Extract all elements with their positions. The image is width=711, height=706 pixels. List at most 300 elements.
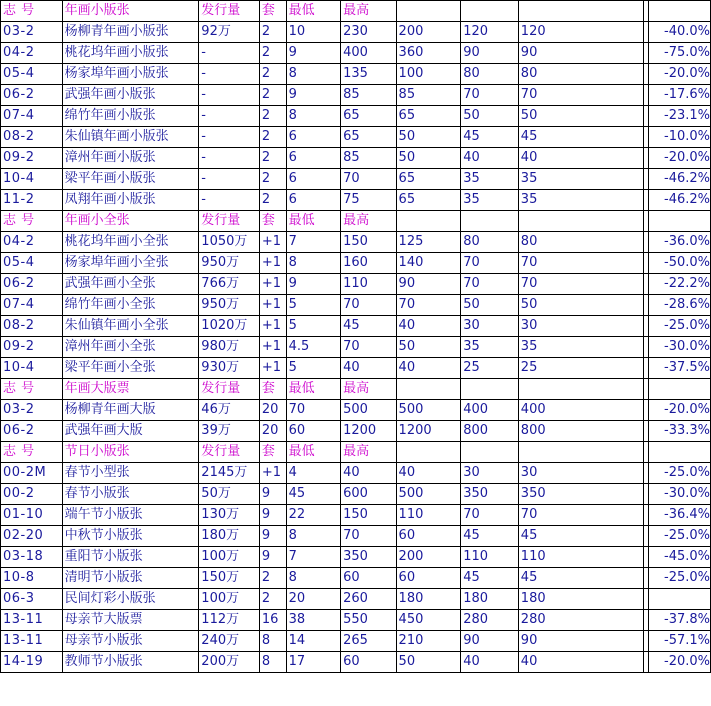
table-row: [1, 652, 711, 673]
cell-hi: 75: [341, 190, 396, 211]
cell-p3: 180: [518, 589, 643, 610]
header-cell-hi: 最高: [341, 442, 396, 463]
cell-lo: 5: [286, 358, 340, 379]
cell-ch: -25.0%: [649, 526, 711, 547]
cell-p3: 70: [518, 85, 643, 106]
cell-set: 2: [259, 568, 286, 589]
cell-set: 9: [259, 547, 286, 568]
cell-p1: 200: [396, 547, 461, 568]
cell-code: 05-4: [1, 253, 63, 274]
table-row: [1, 358, 711, 379]
cell-p1: 210: [396, 631, 461, 652]
cell-set: 2: [259, 127, 286, 148]
cell-set: +1: [259, 253, 286, 274]
cell-name: 杨柳青年画小版张: [62, 22, 199, 43]
header-cell-p2: [461, 1, 519, 22]
cell-set: 9: [259, 484, 286, 505]
cell-lo: 7: [286, 232, 340, 253]
cell-hi: 40: [341, 463, 396, 484]
cell-p3: 45: [518, 568, 643, 589]
cell-lo: 5: [286, 316, 340, 337]
cell-ch: -25.0%: [649, 568, 711, 589]
cell-p2: 45: [461, 526, 519, 547]
cell-p2: 70: [461, 274, 519, 295]
cell-lo: 6: [286, 127, 340, 148]
cell-issue: 2145万: [199, 463, 260, 484]
cell-p1: 70: [396, 295, 461, 316]
table-row: [1, 589, 711, 610]
cell-name: 端午节小版张: [62, 505, 199, 526]
cell-issue: 50万: [199, 484, 260, 505]
cell-p1: 85: [396, 85, 461, 106]
header-cell-name: 年画大版票: [62, 379, 199, 400]
cell-issue: 980万: [199, 337, 260, 358]
header-cell-p2: [461, 211, 519, 232]
cell-code: 06-3: [1, 589, 63, 610]
cell-code: 13-11: [1, 631, 63, 652]
cell-p3: 30: [518, 316, 643, 337]
cell-set: 2: [259, 190, 286, 211]
cell-set: +1: [259, 295, 286, 316]
cell-lo: 6: [286, 169, 340, 190]
cell-issue: 112万: [199, 610, 260, 631]
cell-set: 2: [259, 22, 286, 43]
cell-name: 重阳节小版张: [62, 547, 199, 568]
table-row: [1, 22, 711, 43]
cell-code: 06-2: [1, 85, 63, 106]
cell-p2: 280: [461, 610, 519, 631]
cell-p2: 80: [461, 64, 519, 85]
header-cell-p1: [396, 442, 461, 463]
table-row: [1, 463, 711, 484]
header-cell-p3: [518, 442, 643, 463]
cell-p2: 120: [461, 22, 519, 43]
cell-lo: 9: [286, 85, 340, 106]
header-cell-issue: 发行量: [199, 379, 260, 400]
cell-p1: 60: [396, 526, 461, 547]
cell-hi: 1200: [341, 421, 396, 442]
cell-p3: 400: [518, 400, 643, 421]
cell-issue: 766万: [199, 274, 260, 295]
cell-issue: 180万: [199, 526, 260, 547]
cell-lo: 20: [286, 589, 340, 610]
table-row: [1, 85, 711, 106]
cell-hi: 260: [341, 589, 396, 610]
cell-hi: 150: [341, 505, 396, 526]
header-cell-p3: [518, 1, 643, 22]
header-cell-ch: [649, 442, 711, 463]
cell-p3: 80: [518, 64, 643, 85]
cell-p1: 360: [396, 43, 461, 64]
cell-p2: 40: [461, 652, 519, 673]
header-cell-issue: 发行量: [199, 1, 260, 22]
header-cell-p3: [518, 211, 643, 232]
cell-p2: 400: [461, 400, 519, 421]
cell-code: 02-20: [1, 526, 63, 547]
cell-p1: 90: [396, 274, 461, 295]
cell-p1: 125: [396, 232, 461, 253]
cell-hi: 85: [341, 148, 396, 169]
cell-name: 漳州年画小版张: [62, 148, 199, 169]
cell-p3: 40: [518, 652, 643, 673]
cell-code: 10-4: [1, 169, 63, 190]
cell-ch: -50.0%: [649, 253, 711, 274]
cell-ch: -36.4%: [649, 505, 711, 526]
cell-p2: 180: [461, 589, 519, 610]
cell-set: 2: [259, 589, 286, 610]
table-row: [1, 337, 711, 358]
cell-p3: 30: [518, 463, 643, 484]
header-cell-name: 年画小全张: [62, 211, 199, 232]
cell-set: 2: [259, 148, 286, 169]
cell-p2: 35: [461, 190, 519, 211]
cell-lo: 6: [286, 148, 340, 169]
cell-code: 08-2: [1, 316, 63, 337]
cell-name: 桃花坞年画小版张: [62, 43, 199, 64]
cell-set: 20: [259, 400, 286, 421]
cell-lo: 4: [286, 463, 340, 484]
section-header-row: [1, 1, 711, 22]
cell-issue: -: [199, 169, 260, 190]
cell-name: 春节小版张: [62, 484, 199, 505]
cell-p2: 45: [461, 127, 519, 148]
cell-p1: 50: [396, 148, 461, 169]
cell-ch: -22.2%: [649, 274, 711, 295]
table-row: [1, 400, 711, 421]
cell-p3: 90: [518, 631, 643, 652]
cell-hi: 350: [341, 547, 396, 568]
cell-p3: 80: [518, 232, 643, 253]
cell-issue: 130万: [199, 505, 260, 526]
cell-name: 凤翔年画小版张: [62, 190, 199, 211]
cell-set: 8: [259, 652, 286, 673]
cell-ch: -30.0%: [649, 484, 711, 505]
header-cell-lo: 最低: [286, 211, 340, 232]
cell-lo: 6: [286, 190, 340, 211]
cell-ch: -25.0%: [649, 463, 711, 484]
header-cell-set: 套: [259, 442, 286, 463]
cell-lo: 14: [286, 631, 340, 652]
cell-p2: 110: [461, 547, 519, 568]
table-row: [1, 148, 711, 169]
cell-lo: 70: [286, 400, 340, 421]
table-row: [1, 190, 711, 211]
cell-p2: 350: [461, 484, 519, 505]
cell-lo: 10: [286, 22, 340, 43]
cell-name: 春节小型张: [62, 463, 199, 484]
table-row: [1, 547, 711, 568]
cell-name: 杨家埠年画小版张: [62, 64, 199, 85]
header-cell-ch: [649, 211, 711, 232]
cell-lo: 4.5: [286, 337, 340, 358]
cell-code: 03-18: [1, 547, 63, 568]
cell-hi: 65: [341, 127, 396, 148]
table-row: [1, 610, 711, 631]
cell-ch: -28.6%: [649, 295, 711, 316]
header-cell-lo: 最低: [286, 1, 340, 22]
cell-p1: 1200: [396, 421, 461, 442]
cell-code: 00-2M: [1, 463, 63, 484]
header-cell-p2: [461, 442, 519, 463]
cell-p1: 50: [396, 127, 461, 148]
cell-set: +1: [259, 232, 286, 253]
cell-p1: 500: [396, 400, 461, 421]
header-cell-code: 志 号: [1, 379, 63, 400]
header-cell-lo: 最低: [286, 442, 340, 463]
cell-lo: 9: [286, 274, 340, 295]
cell-set: +1: [259, 358, 286, 379]
table-row: [1, 484, 711, 505]
cell-p2: 45: [461, 568, 519, 589]
cell-hi: 160: [341, 253, 396, 274]
cell-set: 8: [259, 631, 286, 652]
cell-p1: 180: [396, 589, 461, 610]
cell-ch: -10.0%: [649, 127, 711, 148]
cell-ch: -75.0%: [649, 43, 711, 64]
cell-set: 9: [259, 526, 286, 547]
cell-ch: -25.0%: [649, 316, 711, 337]
table-row: [1, 43, 711, 64]
table-row: [1, 106, 711, 127]
cell-code: 08-2: [1, 127, 63, 148]
cell-p3: 35: [518, 169, 643, 190]
cell-name: 母亲节大版票: [62, 610, 199, 631]
cell-code: 01-10: [1, 505, 63, 526]
cell-set: 9: [259, 505, 286, 526]
cell-issue: -: [199, 85, 260, 106]
header-cell-set: 套: [259, 1, 286, 22]
cell-set: +1: [259, 463, 286, 484]
cell-set: +1: [259, 316, 286, 337]
cell-name: 母亲节小版张: [62, 631, 199, 652]
cell-name: 朱仙镇年画小全张: [62, 316, 199, 337]
table-row: [1, 64, 711, 85]
cell-p3: 25: [518, 358, 643, 379]
cell-code: 06-2: [1, 421, 63, 442]
cell-lo: 60: [286, 421, 340, 442]
cell-p1: 50: [396, 652, 461, 673]
cell-p3: 50: [518, 106, 643, 127]
cell-p3: 35: [518, 337, 643, 358]
cell-issue: 46万: [199, 400, 260, 421]
cell-code: 14-19: [1, 652, 63, 673]
cell-ch: -57.1%: [649, 631, 711, 652]
table-row: [1, 169, 711, 190]
cell-hi: 60: [341, 568, 396, 589]
cell-p3: 40: [518, 148, 643, 169]
cell-lo: 8: [286, 568, 340, 589]
cell-name: 梁平年画小版张: [62, 169, 199, 190]
cell-p2: 30: [461, 463, 519, 484]
cell-code: 10-4: [1, 358, 63, 379]
cell-hi: 500: [341, 400, 396, 421]
cell-p1: 60: [396, 568, 461, 589]
header-cell-hi: 最高: [341, 379, 396, 400]
cell-ch: -45.0%: [649, 547, 711, 568]
cell-p2: 40: [461, 148, 519, 169]
cell-code: 11-2: [1, 190, 63, 211]
cell-hi: 40: [341, 358, 396, 379]
cell-name: 梁平年画小全张: [62, 358, 199, 379]
cell-p1: 65: [396, 190, 461, 211]
cell-ch: -46.2%: [649, 169, 711, 190]
cell-p2: 90: [461, 43, 519, 64]
cell-hi: 45: [341, 316, 396, 337]
cell-hi: 265: [341, 631, 396, 652]
cell-lo: 8: [286, 526, 340, 547]
section-header-row: [1, 211, 711, 232]
cell-lo: 22: [286, 505, 340, 526]
cell-p3: 120: [518, 22, 643, 43]
cell-lo: 7: [286, 547, 340, 568]
cell-hi: 230: [341, 22, 396, 43]
cell-code: 04-2: [1, 43, 63, 64]
cell-name: 民间灯彩小版张: [62, 589, 199, 610]
cell-p2: 70: [461, 505, 519, 526]
table-row: [1, 526, 711, 547]
cell-code: 07-4: [1, 106, 63, 127]
cell-ch: -46.2%: [649, 190, 711, 211]
cell-ch: -20.0%: [649, 148, 711, 169]
cell-p1: 40: [396, 316, 461, 337]
cell-code: 06-2: [1, 274, 63, 295]
cell-issue: -: [199, 148, 260, 169]
cell-issue: 39万: [199, 421, 260, 442]
cell-name: 武强年画大版: [62, 421, 199, 442]
cell-p3: 45: [518, 127, 643, 148]
cell-p3: 90: [518, 43, 643, 64]
cell-issue: -: [199, 43, 260, 64]
section-header-row: [1, 442, 711, 463]
cell-ch: -40.0%: [649, 22, 711, 43]
header-cell-hi: 最高: [341, 211, 396, 232]
header-cell-hi: 最高: [341, 1, 396, 22]
cell-issue: -: [199, 64, 260, 85]
cell-p1: 450: [396, 610, 461, 631]
table-row: [1, 568, 711, 589]
cell-p2: 30: [461, 316, 519, 337]
cell-issue: 930万: [199, 358, 260, 379]
cell-lo: 38: [286, 610, 340, 631]
cell-set: 16: [259, 610, 286, 631]
header-cell-issue: 发行量: [199, 211, 260, 232]
cell-p2: 90: [461, 631, 519, 652]
cell-ch: -37.5%: [649, 358, 711, 379]
cell-set: +1: [259, 274, 286, 295]
header-cell-name: 年画小版张: [62, 1, 199, 22]
cell-issue: 150万: [199, 568, 260, 589]
cell-p1: 65: [396, 169, 461, 190]
cell-hi: 70: [341, 169, 396, 190]
cell-p2: 35: [461, 337, 519, 358]
cell-p3: 800: [518, 421, 643, 442]
header-cell-p1: [396, 1, 461, 22]
cell-p3: 45: [518, 526, 643, 547]
cell-p2: 70: [461, 85, 519, 106]
cell-hi: 400: [341, 43, 396, 64]
cell-p2: 50: [461, 295, 519, 316]
cell-lo: 8: [286, 106, 340, 127]
cell-issue: -: [199, 127, 260, 148]
cell-p2: 50: [461, 106, 519, 127]
cell-lo: 5: [286, 295, 340, 316]
cell-code: 03-2: [1, 400, 63, 421]
cell-p1: 110: [396, 505, 461, 526]
cell-p3: 350: [518, 484, 643, 505]
cell-p2: 35: [461, 169, 519, 190]
cell-name: 教师节小版张: [62, 652, 199, 673]
cell-code: 03-2: [1, 22, 63, 43]
header-cell-code: 志 号: [1, 1, 63, 22]
header-cell-lo: 最低: [286, 379, 340, 400]
cell-code: 09-2: [1, 337, 63, 358]
cell-issue: -: [199, 106, 260, 127]
cell-ch: -23.1%: [649, 106, 711, 127]
cell-hi: 85: [341, 85, 396, 106]
cell-ch: -30.0%: [649, 337, 711, 358]
cell-set: 2: [259, 85, 286, 106]
cell-set: 2: [259, 43, 286, 64]
cell-ch: -37.8%: [649, 610, 711, 631]
cell-p3: 35: [518, 190, 643, 211]
table-row: [1, 316, 711, 337]
cell-set: 2: [259, 106, 286, 127]
cell-hi: 70: [341, 295, 396, 316]
cell-p2: 70: [461, 253, 519, 274]
cell-hi: 110: [341, 274, 396, 295]
cell-hi: 70: [341, 337, 396, 358]
cell-lo: 17: [286, 652, 340, 673]
cell-set: 20: [259, 421, 286, 442]
cell-lo: 8: [286, 64, 340, 85]
cell-name: 武强年画小全张: [62, 274, 199, 295]
cell-p3: 70: [518, 253, 643, 274]
cell-code: 05-4: [1, 64, 63, 85]
table-row: [1, 421, 711, 442]
cell-issue: 950万: [199, 253, 260, 274]
header-cell-set: 套: [259, 211, 286, 232]
header-cell-set: 套: [259, 379, 286, 400]
cell-p1: 140: [396, 253, 461, 274]
cell-code: 00-2: [1, 484, 63, 505]
cell-code: 10-8: [1, 568, 63, 589]
cell-issue: 200万: [199, 652, 260, 673]
cell-p3: 280: [518, 610, 643, 631]
header-cell-p3: [518, 379, 643, 400]
cell-set: 2: [259, 169, 286, 190]
cell-ch: -20.0%: [649, 652, 711, 673]
table-row: [1, 631, 711, 652]
cell-hi: 550: [341, 610, 396, 631]
cell-p1: 100: [396, 64, 461, 85]
cell-issue: 950万: [199, 295, 260, 316]
cell-hi: 65: [341, 106, 396, 127]
cell-p1: 40: [396, 463, 461, 484]
cell-name: 绵竹年画小全张: [62, 295, 199, 316]
cell-issue: 100万: [199, 547, 260, 568]
header-cell-code: 志 号: [1, 442, 63, 463]
cell-p2: 800: [461, 421, 519, 442]
cell-name: 漳州年画小全张: [62, 337, 199, 358]
table-body: [1, 1, 711, 673]
section-header-row: [1, 379, 711, 400]
table-row: [1, 127, 711, 148]
cell-issue: 92万: [199, 22, 260, 43]
table-row: [1, 232, 711, 253]
cell-issue: 240万: [199, 631, 260, 652]
cell-hi: 135: [341, 64, 396, 85]
cell-p3: 70: [518, 274, 643, 295]
